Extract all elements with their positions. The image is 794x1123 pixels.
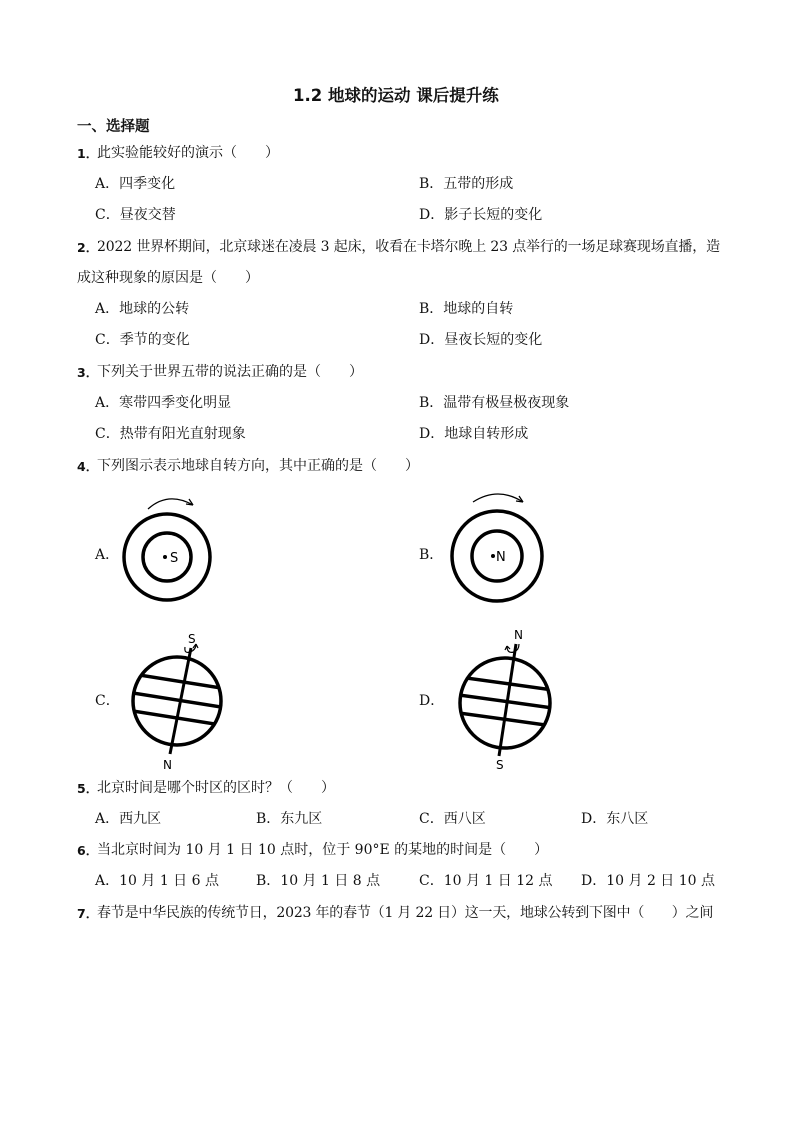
option-a[interactable]: A．西九区 <box>95 811 162 827</box>
option-d[interactable]: D．影子长短的变化 <box>419 207 543 223</box>
earth-rotation-figure-b[interactable] <box>443 490 553 606</box>
question-text: 下列图示表示地球自转方向，其中正确的是（ ） <box>97 458 419 474</box>
option-d[interactable]: D． <box>419 693 445 709</box>
question-number: 7． <box>77 906 99 921</box>
option-a[interactable]: A．10 月 1 日 6 点 <box>95 873 219 889</box>
question-number: 3． <box>77 365 99 380</box>
question-number: 6． <box>77 843 99 858</box>
option-c[interactable]: C． <box>95 693 120 709</box>
option-b[interactable]: B．10 月 1 日 8 点 <box>256 873 381 889</box>
option-b[interactable]: B．温带有极昼极夜现象 <box>419 395 570 411</box>
pole-label-bottom: S <box>496 758 504 772</box>
earth-rotation-figure-a[interactable] <box>120 494 220 606</box>
question-text: 下列关于世界五带的说法正确的是（ ） <box>97 364 363 380</box>
option-c[interactable]: C．昼夜交替 <box>95 207 176 223</box>
option-a[interactable]: A．四季变化 <box>95 176 176 192</box>
earth-rotation-figure-d[interactable] <box>452 626 562 772</box>
question-text: 北京时间是哪个时区的区时？（ ） <box>97 780 335 796</box>
option-a[interactable]: A． <box>95 547 120 563</box>
rotation-arrow-icon <box>473 494 523 502</box>
option-c[interactable]: C．热带有阳光直射现象 <box>95 426 246 442</box>
option-b[interactable]: B． <box>419 547 444 563</box>
option-b[interactable]: B．地球的自转 <box>419 301 514 317</box>
option-b[interactable]: B．五带的形成 <box>419 176 514 192</box>
option-c[interactable]: C．10 月 1 日 12 点 <box>419 873 553 889</box>
pole-label-top: S <box>188 632 196 646</box>
pole-label: N <box>496 550 506 565</box>
question-text: 春节是中华民族的传统节日，2023 年的春节（1 月 22 日）这一天，地球公转到下图中（ ）之间 <box>97 905 714 921</box>
option-c[interactable]: C．西八区 <box>419 811 486 827</box>
option-d[interactable]: D．10 月 2 日 10 点 <box>581 873 716 889</box>
option-c[interactable]: C．季节的变化 <box>95 332 190 348</box>
option-a[interactable]: A．寒带四季变化明显 <box>95 395 232 411</box>
question-text: 当北京时间为 10 月 1 日 10 点时，位于 90°E 的某地的时间是（ ） <box>97 842 549 858</box>
page-title: 1.2 地球的运动 课后提升练 <box>293 86 499 105</box>
question-text: 此实验能较好的演示（ ） <box>97 145 279 161</box>
pole-label: S <box>170 551 179 566</box>
question-text-line-2: 成这种现象的原因是（ ） <box>77 270 259 286</box>
earth-rotation-figure-c[interactable] <box>127 630 232 772</box>
option-b[interactable]: B．东九区 <box>256 811 323 827</box>
option-d[interactable]: D．地球自转形成 <box>419 426 529 442</box>
pole-label-bottom: N <box>163 758 172 772</box>
question-text-line-1: 2022 世界杯期间，北京球迷在凌晨 3 起床，收看在卡塔尔晚上 23 点举行的一场足球赛现场直播，造 <box>97 239 720 255</box>
option-d[interactable]: D．昼夜长短的变化 <box>419 332 543 348</box>
question-number: 2． <box>77 240 99 255</box>
question-number: 4． <box>77 459 99 474</box>
option-a[interactable]: A．地球的公转 <box>95 301 190 317</box>
section-heading: 一、选择题 <box>77 119 150 135</box>
question-number: 5． <box>77 781 99 796</box>
option-d[interactable]: D．东八区 <box>581 811 649 827</box>
question-number: 1． <box>77 146 99 161</box>
pole-label-top: N <box>514 628 523 642</box>
